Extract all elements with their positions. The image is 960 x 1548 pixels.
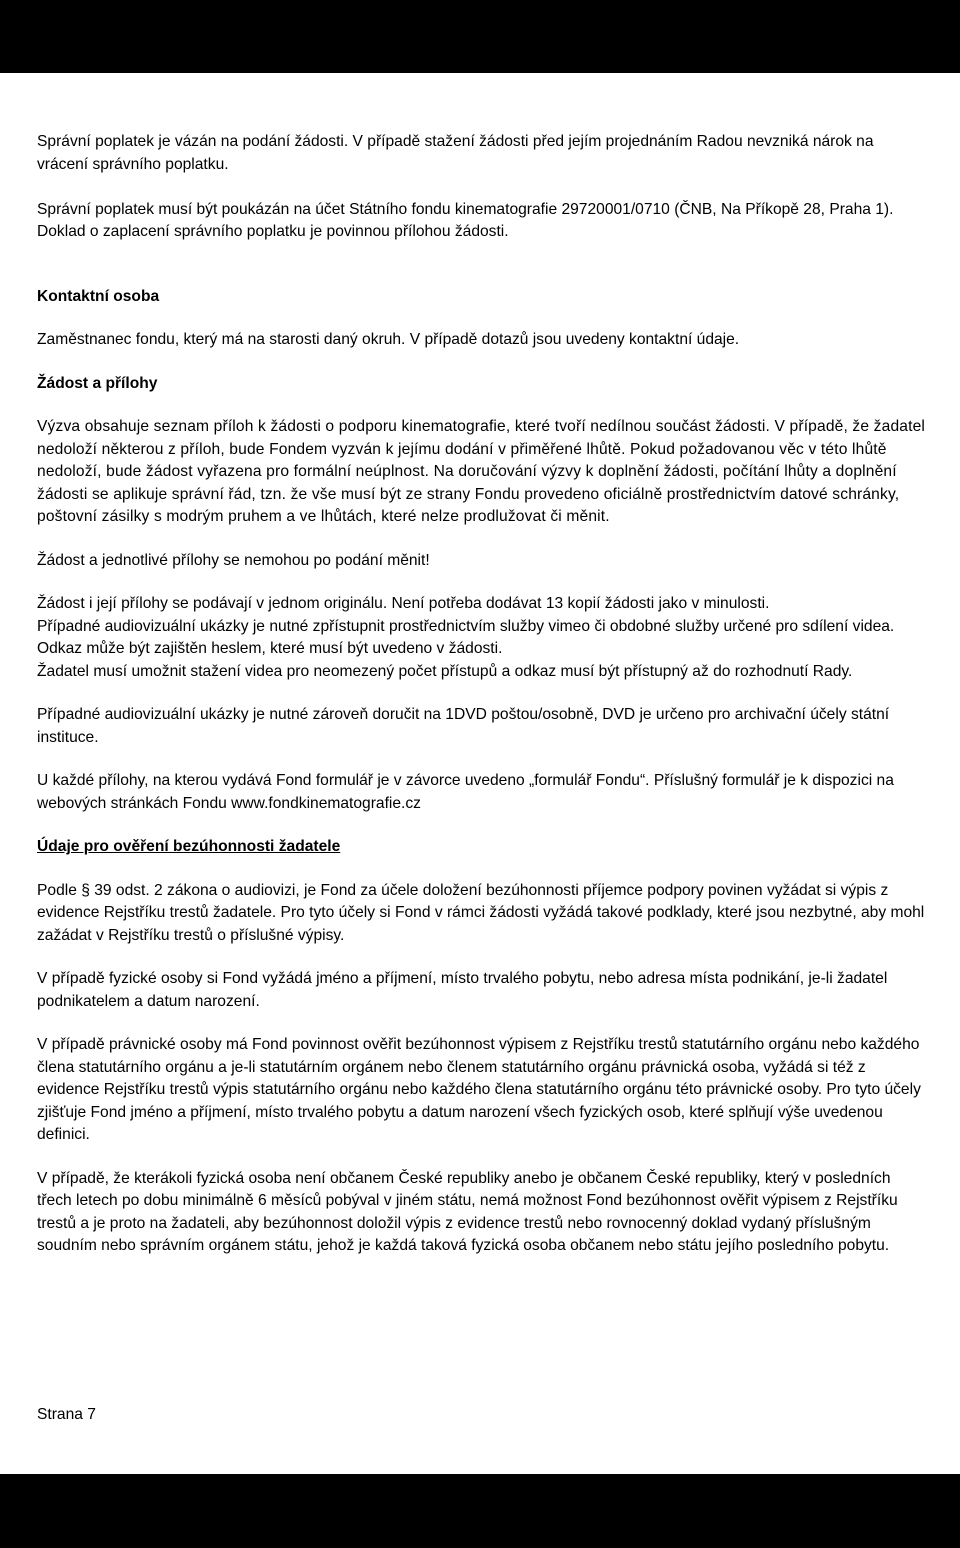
paragraph-single-original: Žádost i její přílohy se podávají v jednom originálu. Není potřeba dodávat 13 kopií žádosti jako v minulosti. bbox=[37, 595, 770, 612]
document-body bbox=[37, 131, 927, 1258]
law-basis-start: Podle bbox=[37, 881, 82, 899]
paragraph-fee-refund: Správní poplatek je vázán na podání žádosti. V případě stažení žádosti před jejím projednáním Radou nevzniká nárok na vrácení správního poplatku. bbox=[37, 133, 874, 173]
heading-integrity-check: Údaje pro ověření bezúhonnosti žadatele bbox=[37, 838, 341, 855]
paragraph-download: Žadatel musí umožnit stažení videa pro neomezený počet přístupů a odkaz musí být přístupný až do rozhodnutí Rady. bbox=[37, 662, 853, 680]
paragraph-no-changes: Žádost a jednotlivé přílohy se nemohou po podání měnit! bbox=[37, 551, 430, 569]
paragraph-form: U každé přílohy, na kterou vydává Fond formulář je v závorce uvedeno „formulář Fondu“. Příslušný formulář je k dispozici na webových stránkách Fondu www.fondkinematografie.cz bbox=[37, 772, 894, 812]
paragraph-vimeo: Případné audiovizuální ukázky je nutné zpřístupnit prostřednictvím služby vimeo či obdobné služby určené pro sdílení videa. bbox=[37, 617, 895, 635]
paragraph-contact-person: Zaměstnanec fondu, který má na starosti daný okruh. V případě dotazů jsou uvedeny kontaktní údaje. bbox=[37, 331, 740, 348]
paragraph-application-attachments: Výzva obsahuje seznam příloh k žádosti o podporu kinematografie, které tvoří nedílnou součást žádosti. V případě, že žadatel nedoloží některou z příloh, bude Fondem vyzván k jejímu dodání v přiměřené lhůtě. Pokud požadovanou věc v této lhůtě nedoloží, bude žádost vyřazena pro formální neúplnost. Na doručování výzvy k doplnění žádosti, počítání lhůty a doplnění žádosti se aplikuje správní řád, tzn. že vše musí být ze strany Fondu provedeno oficiálně prostřednictvím datové schránky, poštovní zásilky s modrým pruhem a ve lhůtách, které nelze prodlužovat či měnit. bbox=[37, 418, 926, 525]
heading-contact-person: Kontaktní osoba bbox=[37, 287, 160, 305]
page-number: Strana 7 bbox=[37, 1406, 96, 1423]
top-black-bar bbox=[0, 0, 960, 73]
paragraph-natural-person: V případě fyzické osoby si Fond vyžádá jméno a příjmení, místo trvalého pobytu, nebo adresa místa podnikání, je-li žadatel podnikatelem a datum narození. bbox=[37, 970, 888, 1010]
paragraph-fee-account: Správní poplatek musí být poukázán na účet Státního fondu kinematografie 29720001/0710 (ČNB, Na Příkopě 28, Praha 1). Doklad o zaplacení správního poplatku je povinnou přílohou žádosti. bbox=[37, 200, 894, 240]
law-basis-rest: 39 odst. 2 zákona o audiovizi, je Fond za účele doložení bezúhonnosti příjemce podpory povinen vyžádat si výpis z evidence Rejstříku trestů žadatele. Pro tyto účely si Fond v rámci žádosti vyžádá takové podklady, které jsou nezbytné, aby mohl zažádat v Rejstříku trestů o příslušné výpisy. bbox=[37, 881, 925, 944]
heading-application-attachments: Žádost a přílohy bbox=[37, 374, 158, 392]
bottom-black-bar bbox=[0, 1474, 960, 1548]
paragraph-password: Odkaz může být zajištěn heslem, které musí být uvedeno v žádosti. bbox=[37, 640, 503, 657]
paragraph-legal-person: V případě právnické osoby má Fond povinnost ověřit bezúhonnost výpisem z Rejstříku trestů statutárního orgánu nebo každého člena statutárního orgánu a je-li statutárním orgánem nebo členem statutárního orgánu právnická osoba, vyžádá si též z evidence Rejstříku trestů výpis statutárního orgánu nebo každého člena statutárního orgánu této právnické osoby. Pro tyto účely zjišťuje Fond jméno a příjmení, místo trvalého pobytu a datum narození všech fyzických osob, které splňují výše uvedenou definici. bbox=[37, 1036, 921, 1143]
section-sign bbox=[81, 882, 90, 899]
paragraph-foreign-person: V případě, že kterákoli fyzická osoba není občanem České republiky anebo je občanem České republiky, který v posledních třech letech po dobu minimálně 6 měsíců pobýval v jiném státu, nemá možnost Fond bezúhonnost ověřit výpisem z Rejstříku trestů a je proto na žadateli, aby bezúhonnost doložil výpis z evidence trestů nebo rovnocenný doklad vydaný příslušným soudním nebo správním orgánem státu, jehož je každá taková fyzická osoba občanem nebo státu jejího posledního pobytu. bbox=[37, 1169, 898, 1254]
paragraph-law-basis bbox=[37, 880, 927, 948]
paragraph-dvd: Případné audiovizuální ukázky je nutné zároveň doručit na 1DVD poštou/osobně, DVD je určeno pro archivační účely státní instituce. bbox=[37, 706, 890, 746]
